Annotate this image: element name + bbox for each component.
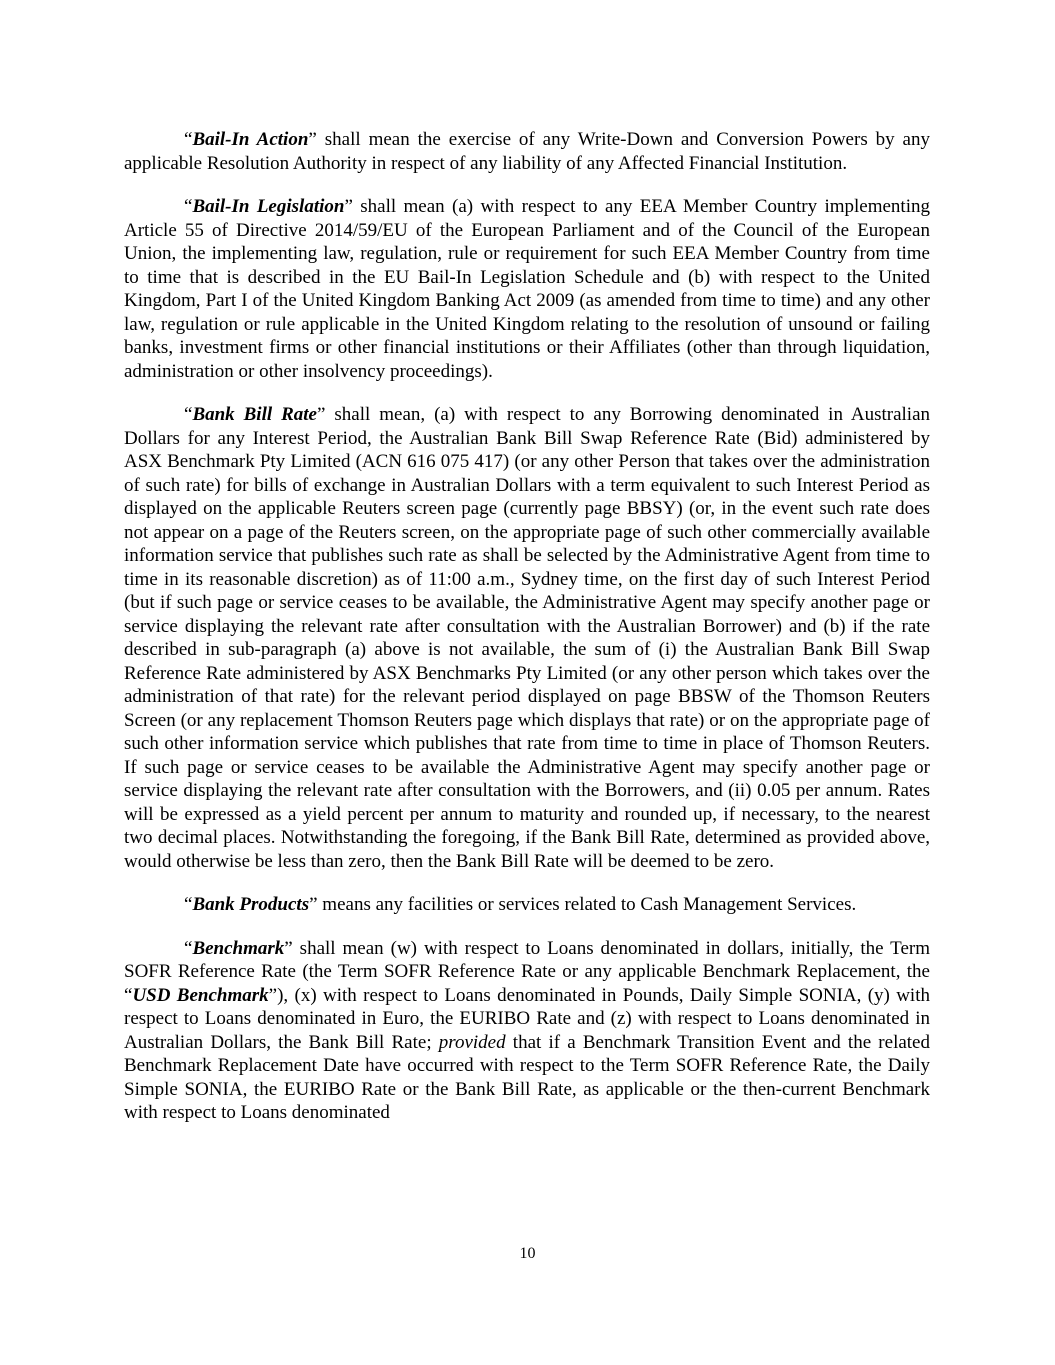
definition-text: that if a Benchmark Transition Event and the related Benchmark Replacement Date have occurred with respect to the Term SOFR Reference Rate, the Daily Simple SONIA, the EURIBO Rate or the Bank Bill Rate, as applicable or the then-current Benchmark with respect to Loans denominated bbox=[124, 1031, 930, 1123]
definition-benchmark: “Benchmark” shall mean (w) with respect to Loans denominated in dollars, initially, the Term SOFR Reference Rate (the Term SOFR Reference Rate or any applicable Benchmark Replacement, the “USD Benchmark”), (x) with respect to Loans denominated in Pounds, Daily Simple SONIA, (y) with respect to Loans denominated in Euro, the EURIBO Rate and (z) with respect to Loans denominated in Australian Dollars, the Bank Bill Rate; provided that if a Benchmark Transition Event and the related Benchmark Replacement Date have occurred with respect to the Term SOFR Reference Rate, the Daily Simple SONIA, the EURIBO Rate or the Bank Bill Rate, as applicable or the then-current Benchmark with respect to Loans denominated bbox=[124, 937, 930, 1123]
defined-term: Benchmark bbox=[192, 937, 285, 959]
definition-text: shall mean the exercise of any Write-Down and Conversion Powers by any applicable Resolution Authority in respect of any liability of any Affected Financial Institution. bbox=[124, 129, 930, 174]
defined-term: Bank Products bbox=[192, 894, 310, 915]
definition-text: ”), (x) with respect to Loans denominated in Pounds, Daily Simple SONIA, (y) with respect to Loans denominated in Euro, the EURIBO Rate and (z) with respect to Loans denominated in Australian Dollars, the Bank Bill Rate; bbox=[124, 984, 930, 1053]
definition-bail-in-legislation: “Bail-In Legislation” shall mean (a) with respect to any EEA Member Country implementing Article 55 of Directive 2014/59/EU of the European Parliament and of the Council of the European Union, the implementing law, regulation, rule or requirement for such EEA Member Country from time to time that is described in the EU Bail-In Legislation Schedule and (b) with respect to the United Kingdom, Part I of the United Kingdom Banking Act 2009 (as amended from time to time) and any other law, regulation or rule applicable in the United Kingdom relating to the resolution of unsound or failing banks, investment firms or other financial institutions or their Affiliates (other than through liquidation, administration or other insolvency proceedings). bbox=[124, 196, 930, 382]
defined-sub-term: USD Benchmark bbox=[132, 984, 269, 1006]
emphasis-text: provided bbox=[438, 1031, 506, 1053]
defined-term: Bank Bill Rate bbox=[192, 404, 317, 425]
definition-text: shall mean, (a) with respect to any Borrowing denominated in Australian Dollars for any Interest Period, the Australian Bank Bill Swap Reference Rate (Bid) administered by ASX Benchmark Pty Limited (ACN 616 075 417) (or any other Person that takes over the administration of such rate) for bills of exchange in Australian Dollars with a term equivalent to such Interest Period as displayed on the applicable Reuters screen page (currently page BBSY) (or, in the event such rate does not appear on a page of the Reuters screen, on the appropriate page of such other commercially available information service that publishes such rate as shall be selected by the Administrative Agent from time to time in its reasonable discretion) as of 11:00 a.m., Sydney time, on the first day of such Interest Period (but if such page or service ceases to be available, the Administrative Agent may specify another page or service displaying the relevant rate after consultation with the Australian Borrower) and (b) if the rate described in sub-paragraph (a) above is not available, the sum of (i) the Australian Bank Bill Swap Reference Rate administered by ASX Benchmarks Pty Limited (or any other person which takes over the administration of that rate) for the relevant period displayed on page BBSW of the Thomson Reuters Screen (or any replacement Thomson Reuters page which displays that rate) or on the appropriate page of such other information service which publishes that rate from time to time in place of Thomson Reuters. If such page or service ceases to be available the Administrative Agent may specify another page or service displaying the relevant rate after consultation with the Borrowers, and (ii) 0.05 per annum. Rates will be expressed as a yield percent per annum to maturity and rounded up, if necessary, to the nearest two decimal places. Notwithstanding the foregoing, if the Bank Bill Rate, determined as provided above, would otherwise be less than zero, then the Bank Bill Rate will be deemed to be zero. bbox=[124, 404, 930, 872]
definition-text: means any facilities or services related to Cash Management Services. bbox=[317, 894, 857, 915]
definition-bank-products: “Bank Products” means any facilities or services related to Cash Management Services. bbox=[184, 894, 857, 915]
document-body bbox=[124, 128, 930, 1145]
definition-text: shall mean (a) with respect to any EEA Member Country implementing Article 55 of Directive 2014/59/EU of the European Parliament and of the Council of the European Union, the implementing law, regulation, rule or requirement for such EEA Member Country from time to time that is described in the EU Bail-In Legislation Schedule and (b) with respect to the United Kingdom, Part I of the United Kingdom Banking Act 2009 (as amended from time to time) and any other law, regulation or rule applicable in the United Kingdom relating to the resolution of unsound or failing banks, investment firms or other financial institutions or their Affiliates (other than through liquidation, administration or other insolvency proceedings). bbox=[124, 196, 930, 382]
definition-bail-in-action: “Bail-In Action” shall mean the exercise of any Write-Down and Conversion Powers by any applicable Resolution Authority in respect of any liability of any Affected Financial Institution. bbox=[124, 129, 930, 174]
defined-term: Bail-In Action bbox=[192, 129, 309, 150]
definition-text: shall mean (w) with respect to Loans denominated in dollars, initially, the Term SOFR Reference Rate (the Term SOFR Reference Rate or any applicable Benchmark Replacement, the “ bbox=[124, 937, 930, 1006]
defined-term: Bail-In Legislation bbox=[192, 196, 345, 217]
page-number: 10 bbox=[519, 1245, 536, 1262]
definition-bank-bill-rate: “Bank Bill Rate” shall mean, (a) with respect to any Borrowing denominated in Australian Dollars for any Interest Period, the Australian Bank Bill Swap Reference Rate (Bid) administered by ASX Benchmark Pty Limited (ACN 616 075 417) (or any other Person that takes over the administration of such rate) for bills of exchange in Australian Dollars with a term equivalent to such Interest Period as displayed on the applicable Reuters screen page (currently page BBSY) (or, in the event such rate does not appear on a page of the Reuters screen, on the appropriate page of such other commercially available information service that publishes such rate as shall be selected by the Administrative Agent from time to time in its reasonable discretion) as of 11:00 a.m., Sydney time, on the first day of such Interest Period (but if such page or service ceases to be available, the Administrative Agent may specify another page or service displaying the relevant rate after consultation with the Australian Borrower) and (b) if the rate described in sub-paragraph (a) above is not available, the sum of (i) the Australian Bank Bill Swap Reference Rate administered by ASX Benchmarks Pty Limited (or any other person which takes over the administration of that rate) for the relevant period displayed on page BBSW of the Thomson Reuters Screen (or any replacement Thomson Reuters page which displays that rate) or on the appropriate page of such other information service which publishes that rate from time to time in place of Thomson Reuters. If such page or service ceases to be available the Administrative Agent may specify another page or service displaying the relevant rate after consultation with the Borrowers, and (ii) 0.05 per annum. Rates will be expressed as a yield percent per annum to maturity and rounded up, if necessary, to the nearest two decimal places. Notwithstanding the foregoing, if the Bank Bill Rate, determined as provided above, would otherwise be less than zero, then the Bank Bill Rate will be deemed to be zero. bbox=[124, 404, 930, 872]
